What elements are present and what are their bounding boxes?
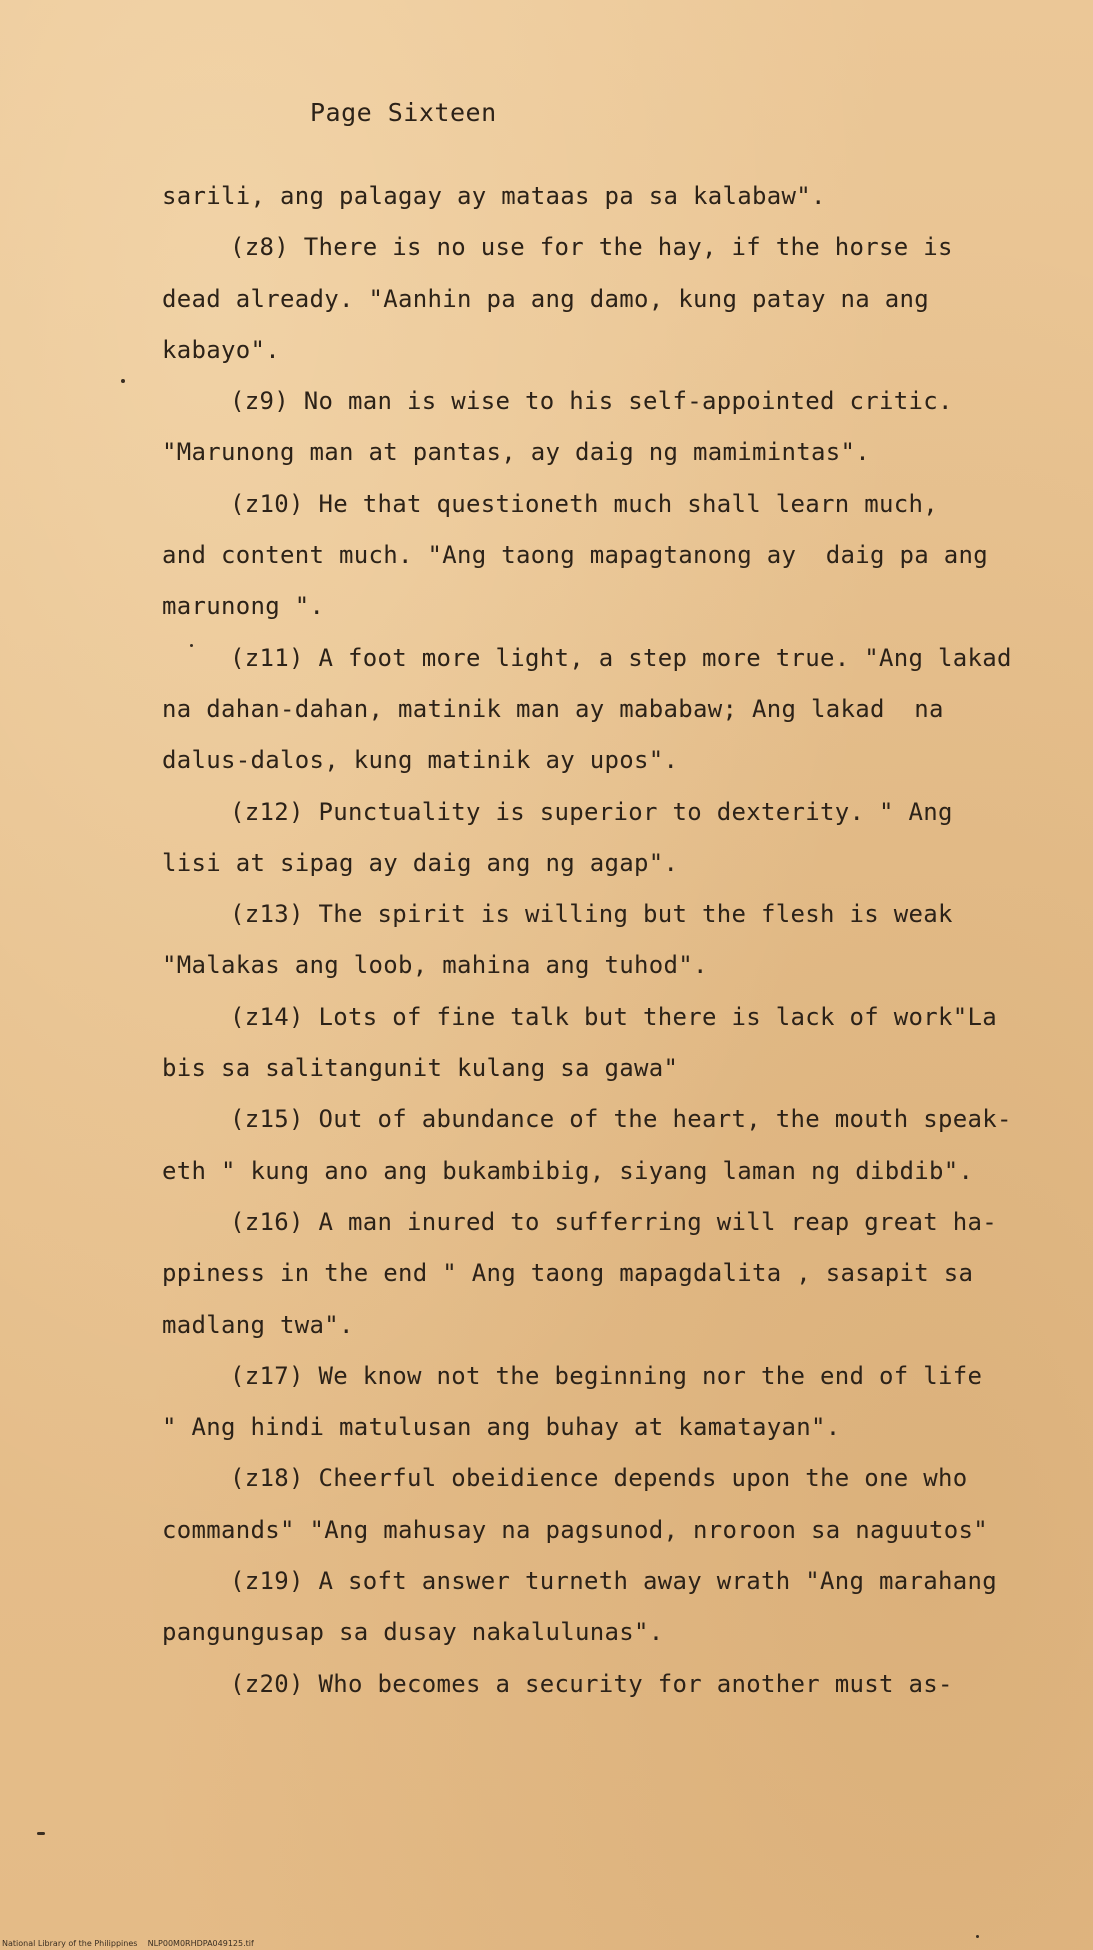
text-line: na dahan-dahan, matinik man ay mababaw; Ang lakad na bbox=[162, 694, 944, 723]
text-line: kabayo". bbox=[162, 335, 280, 364]
text-line: sarili, ang palagay ay mataas pa sa kalabaw". bbox=[162, 182, 826, 210]
text-line: dalus-dalos, kung matinik ay upos". bbox=[162, 746, 679, 775]
text-line: (z14) Lots of fine talk but there is lack of work"La bbox=[230, 1002, 997, 1031]
text-line: (z17) We know not the beginning nor the end of life bbox=[230, 1361, 983, 1390]
text-line: bis sa salitangunit kulang sa gawa" bbox=[162, 1054, 679, 1083]
page-title: Page Sixteen bbox=[310, 98, 497, 127]
document-body bbox=[162, 171, 1042, 1710]
text-line: and content much. "Ang taong mapagtanong ay daig pa ang bbox=[162, 541, 988, 570]
paper-speck bbox=[190, 644, 193, 647]
text-line: commands" "Ang mahusay na pagsunod, nroroon sa naguutos" bbox=[162, 1515, 988, 1544]
text-line: (z11) A foot more light, a step more true. "Ang lakad bbox=[230, 643, 1012, 672]
text-line: (z10) He that questioneth much shall learn much, bbox=[230, 489, 938, 518]
text-line: "Malakas ang loob, mahina ang tuhod". bbox=[162, 951, 708, 980]
text-line: dead already. "Aanhin pa ang damo, kung patay na ang bbox=[162, 284, 929, 313]
text-line: pangungusap sa dusay nakalulunas". bbox=[162, 1618, 664, 1647]
text-line: (z13) The spirit is willing but the flesh is weak bbox=[230, 900, 953, 929]
text-line: marunong ". bbox=[162, 592, 325, 621]
text-line: eth " kung ano ang bukambibig, siyang laman ng dibdib". bbox=[162, 1156, 974, 1185]
paper-speck bbox=[121, 379, 125, 383]
text-line: (z20) Who becomes a security for another must as- bbox=[230, 1669, 953, 1698]
text-line: " Ang hindi matulusan ang buhay at kamatayan". bbox=[162, 1413, 841, 1442]
paper-speck bbox=[976, 1935, 979, 1938]
text-line: madlang twa". bbox=[162, 1310, 354, 1339]
text-line: (z18) Cheerful obeidience depends upon the one who bbox=[230, 1464, 968, 1493]
text-line: (z12) Punctuality is superior to dexterity. " Ang bbox=[230, 797, 953, 826]
text-line: lisi at sipag ay daig ang ng agap". bbox=[162, 848, 679, 877]
text-line: (z19) A soft answer turneth away wrath "Ang marahang bbox=[230, 1567, 997, 1596]
text-line: ppiness in the end " Ang taong mapagdalita , sasapit sa bbox=[162, 1259, 974, 1288]
text-line: (z9) No man is wise to his self-appointed critic. bbox=[230, 387, 953, 416]
text-line: "Marunong man at pantas, ay daig ng mamimintas". bbox=[162, 438, 870, 467]
paper-speck bbox=[37, 1832, 45, 1835]
text-line: (z15) Out of abundance of the heart, the mouth speak- bbox=[230, 1105, 1012, 1134]
text-line: (z8) There is no use for the hay, if the horse is bbox=[230, 233, 953, 262]
text-line: (z16) A man inured to sufferring will reap great ha- bbox=[230, 1207, 997, 1236]
archive-footer: National Library of the Philippines NLP00M0RHDPA049125.tif bbox=[2, 1939, 254, 1948]
